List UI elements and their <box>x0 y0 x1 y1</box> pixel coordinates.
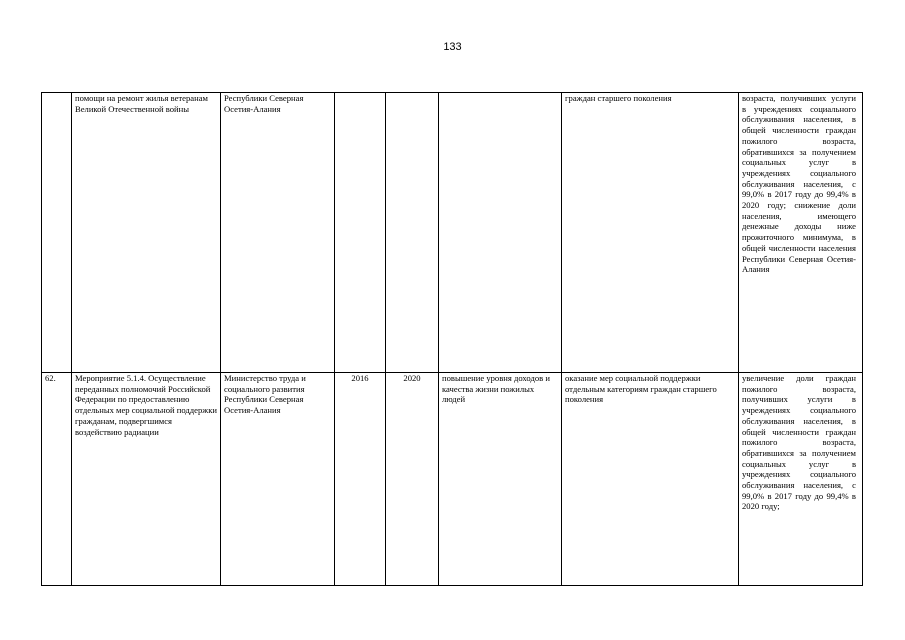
measure-name: помощи на ремонт жилья ветеранам Великой Отечественной войны <box>72 93 221 373</box>
expected-result <box>439 93 562 373</box>
start-year <box>335 93 386 373</box>
row-number: 62. <box>42 373 72 586</box>
end-year <box>386 93 439 373</box>
measures-table <box>41 92 863 586</box>
main-directions: граждан старшего поколения <box>562 93 739 373</box>
measure-name: Мероприятие 5.1.4. Осуществление переданных полномочий Российской Федерации по предоставлению отдельных мер социальной поддержки гражданам, подвергшимся воздействию радиации <box>72 373 221 586</box>
table-row <box>42 93 863 373</box>
row-number <box>42 93 72 373</box>
page-number: 133 <box>443 41 462 53</box>
end-year: 2020 <box>386 373 439 586</box>
main-directions: оказание мер социальной поддержки отдельным категориям граждан старшего поколения <box>562 373 739 586</box>
executor: Министерство труда и социального развития Республики Северная Осетия-Алания <box>221 373 335 586</box>
table-row <box>42 373 863 586</box>
expected-result: повышение уровня доходов и качества жизни пожилых людей <box>439 373 562 586</box>
executor: Республики Северная Осетия-Алания <box>221 93 335 373</box>
start-year: 2016 <box>335 373 386 586</box>
target-indicator: возраста, получивших услуги в учреждениях социального обслуживания населения, в общей численности граждан пожилого возраста, обратившихся за получением социальных услуг в учреждениях социального обслуживания населения, с 99,0% в 2017 году до 99,4% в 2020 году; снижение доли населения, имеющего денежные доходы ниже прожиточного минимума, в общей численности населения Республики Северная Осетия-Алания <box>739 93 863 373</box>
target-indicator: увеличение доли граждан пожилого возраста, получивших услуги в учреждениях социального обслуживания населения, в общей численности граждан пожилого возраста, обратившихся за получением социальных услуг в учреждениях социального обслуживания населения, с 99,0% в 2017 году до 99,4% в 2020 году; <box>739 373 863 586</box>
